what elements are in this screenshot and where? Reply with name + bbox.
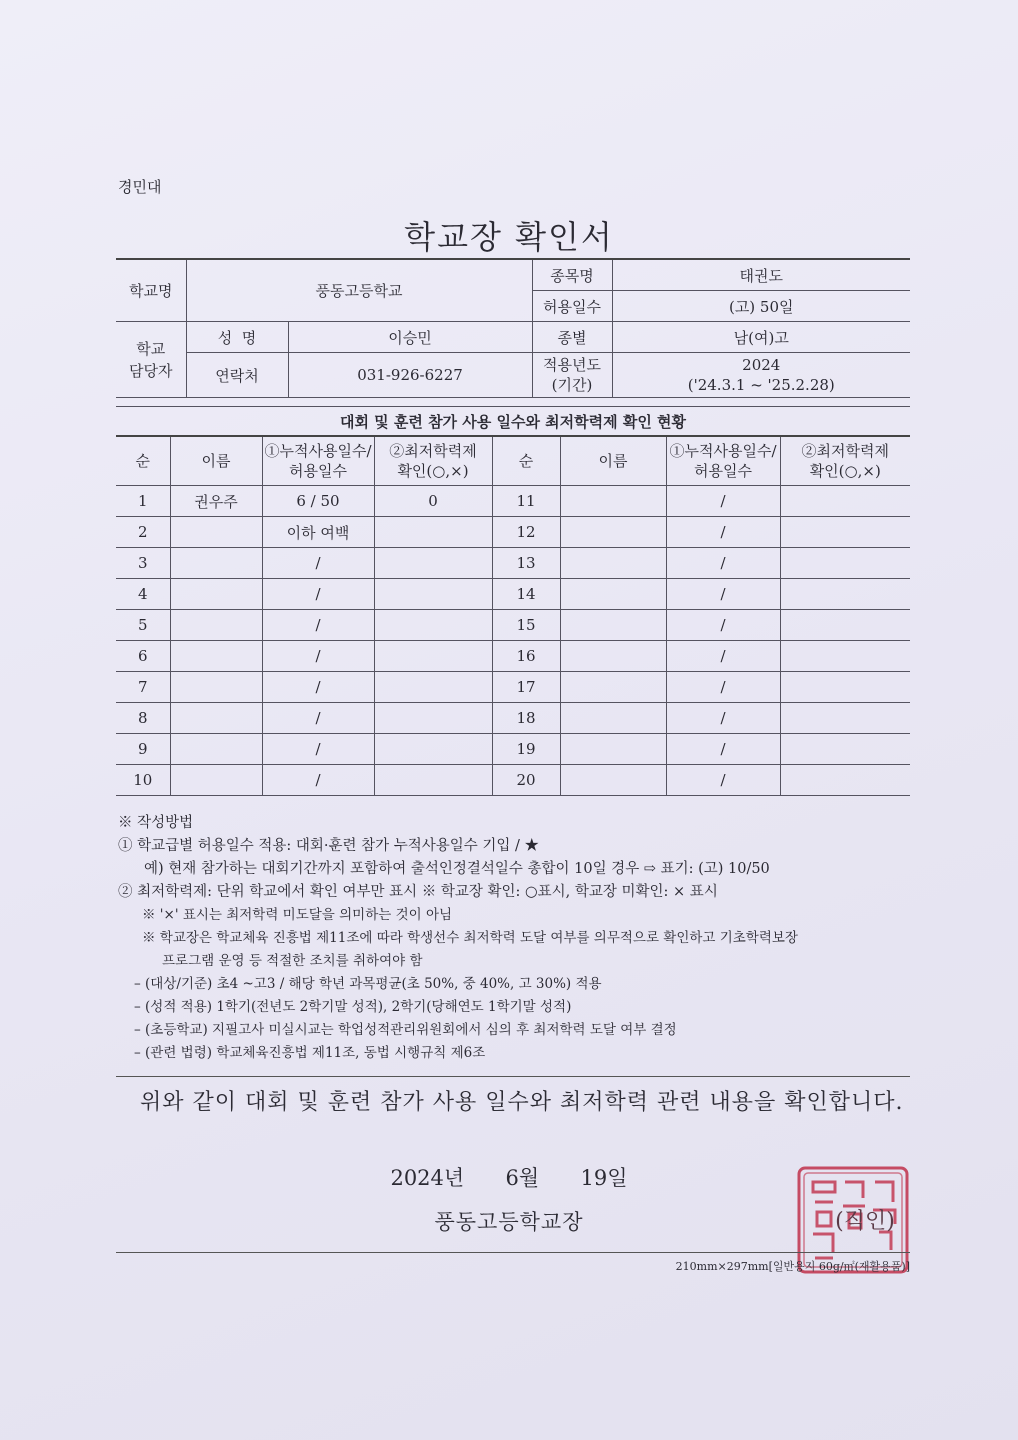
cell-right-usage: / — [666, 486, 780, 517]
header-academic: ②최저학력제 확인(○,×) — [374, 436, 492, 486]
cell-right-usage: / — [666, 641, 780, 672]
cell-right-academic — [780, 765, 910, 796]
phone-value: 031-926-6227 — [288, 353, 532, 398]
cell-right-usage: / — [666, 765, 780, 796]
header-usage-right: ①누적사용일수/ 허용일수 — [666, 436, 780, 486]
cell-right-seq: 17 — [492, 672, 560, 703]
school-info-table — [116, 258, 910, 398]
cell-right-usage: / — [666, 703, 780, 734]
cell-right-name — [560, 610, 666, 641]
confirm-statement: 위와 같이 대회 및 훈련 참가 사용 일수와 최저학력 관련 내용을 확인합니다. — [140, 1090, 904, 1115]
note-1-example: 예) 현재 참가하는 대회기간까지 포함하여 출석인정결석일수 총합이 10일 경우 ⇨ 표기: (고) 10/50 — [144, 861, 770, 877]
gender-value: 남(여)고 — [612, 322, 910, 353]
cell-left-usage: / — [262, 672, 374, 703]
header-academic-right: ②최저학력제 확인(○,×) — [780, 436, 910, 486]
cell-right-usage: / — [666, 517, 780, 548]
detail-2: – (성적 적용) 1학기(전년도 2학기말 성적), 2학기(당해연도 1학기말 성적) — [134, 999, 572, 1015]
participation-table — [116, 406, 910, 796]
cell-right-seq: 18 — [492, 703, 560, 734]
header-usage: ①누적사용일수/ 허용일수 — [262, 436, 374, 486]
cell-left-usage: / — [262, 703, 374, 734]
cell-left-usage: / — [262, 579, 374, 610]
school-name-value: 풍동고등학교 — [186, 259, 532, 322]
cell-left-usage: / — [262, 765, 374, 796]
detail-3: – (초등학교) 지필고사 미실시교는 학업성적관리위원회에서 심의 후 최저학력 도달 여부 결정 — [134, 1022, 677, 1038]
cell-right-name — [560, 486, 666, 517]
cell-right-academic — [780, 548, 910, 579]
cell-right-usage: / — [666, 672, 780, 703]
sport-label: 종목명 — [532, 259, 612, 291]
cell-left-seq: 9 — [116, 734, 170, 765]
divider-top — [116, 1076, 910, 1077]
person-name-value: 이승민 — [288, 322, 532, 353]
allowed-days-value: (고) 50일 — [612, 291, 910, 322]
notes-heading: ※ 작성방법 — [118, 815, 194, 831]
issue-date: 2024년 6월 19일 — [390, 1166, 628, 1190]
table-row — [116, 765, 910, 796]
table-row — [116, 672, 910, 703]
cell-right-usage: / — [666, 548, 780, 579]
cell-right-academic — [780, 610, 910, 641]
header-name-right: 이름 — [560, 436, 666, 486]
cell-left-seq: 1 — [116, 486, 170, 517]
sport-value: 태권도 — [612, 259, 910, 291]
person-name-label: 성 명 — [186, 322, 288, 353]
cell-left-academic — [374, 672, 492, 703]
instructions — [118, 812, 918, 1065]
paper-spec: 210mm×297mm[일반용지 60g/㎡(재활용품)] — [675, 1260, 910, 1273]
cell-left-name — [170, 517, 262, 548]
cell-right-seq: 11 — [492, 486, 560, 517]
cell-right-name — [560, 517, 666, 548]
cell-left-academic: 0 — [374, 486, 492, 517]
table-caption: 대회 및 훈련 참가 사용 일수와 최저학력제 확인 현황 — [116, 407, 910, 437]
year-cell — [612, 353, 910, 398]
cell-right-name — [560, 672, 666, 703]
cell-right-name — [560, 548, 666, 579]
cell-left-academic — [374, 610, 492, 641]
seal-note: (직인) — [835, 1209, 895, 1234]
cell-left-seq: 4 — [116, 579, 170, 610]
table-row — [116, 486, 910, 517]
cell-left-name — [170, 672, 262, 703]
cell-left-name — [170, 641, 262, 672]
cell-right-seq: 16 — [492, 641, 560, 672]
cell-right-academic — [780, 641, 910, 672]
cell-right-usage: / — [666, 610, 780, 641]
note-2-b: ※ 학교장은 학교체육 진흥법 제11조에 따라 학생선수 최저학력 도달 여부를 의무적으로 확인하고 기초학력보장 — [142, 930, 798, 946]
cell-right-seq: 14 — [492, 579, 560, 610]
period-value: ('24.3.1 ~ '25.2.28) — [687, 376, 835, 394]
cell-left-academic — [374, 765, 492, 796]
cell-right-seq: 15 — [492, 610, 560, 641]
table-row — [116, 579, 910, 610]
cell-left-usage: / — [262, 610, 374, 641]
cell-right-usage: / — [666, 579, 780, 610]
divider-bottom — [116, 1252, 910, 1253]
cell-left-usage: / — [262, 734, 374, 765]
cell-right-academic — [780, 579, 910, 610]
cell-right-academic — [780, 734, 910, 765]
allowed-days-label: 허용일수 — [532, 291, 612, 322]
detail-4: – (관련 법령) 학교체육진흥법 제11조, 동법 시행규칙 제6조 — [134, 1045, 486, 1061]
cell-left-seq: 10 — [116, 765, 170, 796]
cell-right-academic — [780, 486, 910, 517]
cell-left-name — [170, 548, 262, 579]
cell-left-name — [170, 579, 262, 610]
cell-left-academic — [374, 734, 492, 765]
cell-right-seq: 13 — [492, 548, 560, 579]
cell-right-name — [560, 765, 666, 796]
cell-left-seq: 2 — [116, 517, 170, 548]
table-row — [116, 610, 910, 641]
detail-1: – (대상/기준) 초4 ~고3 / 해당 학년 과목평균(초 50%, 중 40%, 고 30%) 적용 — [134, 976, 602, 992]
cell-right-name — [560, 641, 666, 672]
header-name: 이름 — [170, 436, 262, 486]
note-2: ② 최저학력제: 단위 학교에서 확인 여부만 표시 ※ 학교장 확인: ○표시, 학교장 미확인: × 표시 — [118, 884, 718, 900]
cell-right-seq: 20 — [492, 765, 560, 796]
cell-left-name — [170, 734, 262, 765]
cell-left-seq: 6 — [116, 641, 170, 672]
header-seq-right: 순 — [492, 436, 560, 486]
cell-left-name — [170, 765, 262, 796]
table-row — [116, 548, 910, 579]
cell-left-usage: 이하 여백 — [262, 517, 374, 548]
table-row — [116, 517, 910, 548]
cell-left-seq: 8 — [116, 703, 170, 734]
cell-left-academic — [374, 517, 492, 548]
cell-left-name: 권우주 — [170, 486, 262, 517]
contact-person-label: 학교 담당자 — [116, 322, 186, 398]
cell-left-usage: / — [262, 641, 374, 672]
cell-right-name — [560, 703, 666, 734]
cell-left-academic — [374, 548, 492, 579]
note-2-a: ※ '×' 표시는 최저학력 미도달을 의미하는 것이 아님 — [142, 907, 453, 923]
cell-left-seq: 7 — [116, 672, 170, 703]
school-name-label: 학교명 — [116, 259, 186, 322]
table-row — [116, 734, 910, 765]
cell-right-name — [560, 579, 666, 610]
cell-right-name — [560, 734, 666, 765]
cell-left-academic — [374, 579, 492, 610]
cell-right-academic — [780, 517, 910, 548]
signer-name: 풍동고등학교장 — [434, 1210, 584, 1234]
cell-right-seq: 12 — [492, 517, 560, 548]
cell-right-usage: / — [666, 734, 780, 765]
cell-left-usage: / — [262, 548, 374, 579]
cell-left-academic — [374, 703, 492, 734]
cell-left-academic — [374, 641, 492, 672]
cell-left-seq: 3 — [116, 548, 170, 579]
note-1: ① 학교급별 허용일수 적용: 대회·훈련 참가 누적사용일수 기입 / ★ — [118, 838, 540, 854]
year-value: 2024 — [742, 356, 781, 374]
gender-label: 종별 — [532, 322, 612, 353]
table-row — [116, 703, 910, 734]
header-seq: 순 — [116, 436, 170, 486]
cell-right-academic — [780, 703, 910, 734]
cell-right-seq: 19 — [492, 734, 560, 765]
table-row — [116, 641, 910, 672]
year-label: 적용년도 (기간) — [532, 353, 612, 398]
cell-left-name — [170, 703, 262, 734]
organization-label: 경민대 — [118, 178, 162, 196]
cell-left-seq: 5 — [116, 610, 170, 641]
note-2-b-cont: 프로그램 운영 등 적절한 조치를 취하여야 함 — [162, 953, 423, 969]
cell-left-usage: 6 / 50 — [262, 486, 374, 517]
phone-label: 연락처 — [186, 353, 288, 398]
cell-left-name — [170, 610, 262, 641]
cell-right-academic — [780, 672, 910, 703]
document-title: 학교장 확인서 — [404, 218, 614, 256]
